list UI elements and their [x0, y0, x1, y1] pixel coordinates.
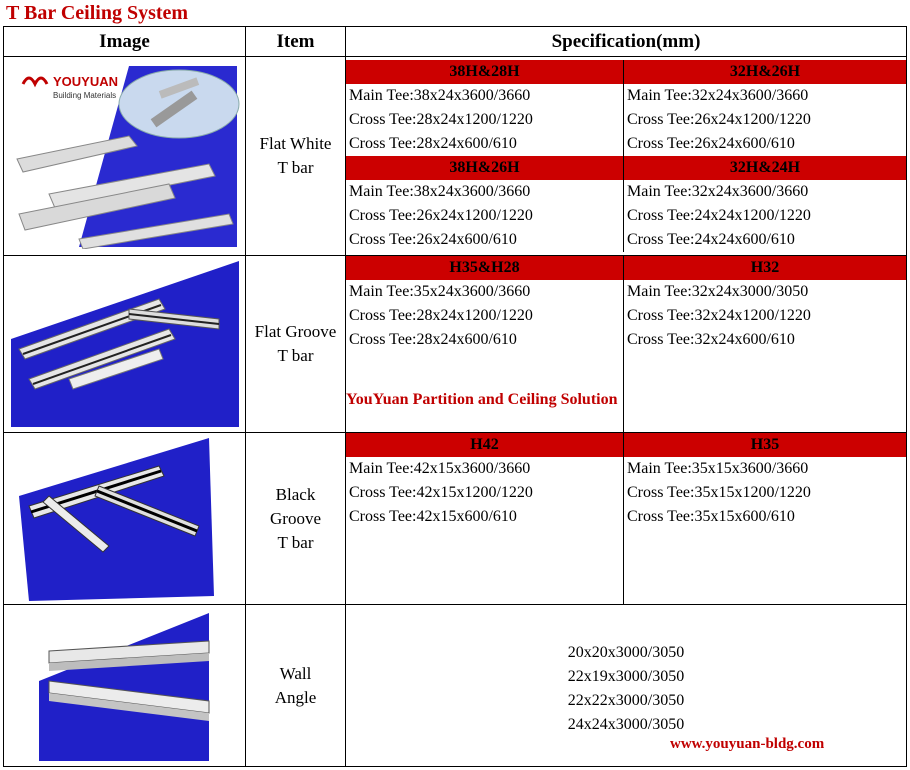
spec-line: Cross Tee:26x24x600/610 [627, 135, 795, 152]
spec-line: Main Tee:42x15x3600/3660 [349, 460, 531, 477]
spec-line: Cross Tee:28x24x600/610 [349, 135, 517, 152]
spec-line: Cross Tee:26x24x1200/1220 [349, 207, 533, 224]
item-cell [246, 57, 346, 256]
spec-cell [346, 605, 907, 767]
product-image-cell [4, 433, 246, 605]
spec-line: Main Tee:38x24x3600/3660 [349, 87, 531, 104]
spec-line: Main Tee:32x24x3600/3660 [627, 183, 809, 200]
item-name-line: Flat White [259, 134, 332, 153]
spec-line: Cross Tee:32x24x1200/1220 [627, 307, 811, 324]
brand-name: YOUYUAN [52, 73, 118, 89]
spec-line: Cross Tee:28x24x1200/1220 [349, 111, 533, 128]
item-cell [246, 256, 346, 433]
spec-line: Main Tee:32x24x3000/3050 [627, 283, 809, 300]
item-name-line: Black [275, 484, 316, 504]
spec-line: Main Tee:38x24x3600/3660 [349, 183, 531, 200]
spec-line: Cross Tee:28x24x600/610 [349, 331, 517, 348]
spec-subheader: H35 [624, 433, 906, 457]
header-spec: Specification(mm) [346, 27, 907, 57]
spec-line: Main Tee:35x15x3600/3660 [627, 460, 809, 477]
wall-angle-photo [9, 611, 241, 761]
brand-subtitle: Building Materials [52, 90, 116, 100]
item-name-line: Flat Groove [254, 322, 337, 341]
table-row [4, 256, 907, 433]
spec-subheader: 38H&26H [346, 156, 623, 180]
spec-line: Cross Tee:24x24x600/610 [627, 231, 795, 248]
spec-line: Cross Tee:28x24x1200/1220 [349, 307, 533, 324]
spec-line: Cross Tee:42x15x1200/1220 [349, 484, 533, 501]
spec-cell [346, 256, 907, 433]
item-cell [246, 433, 346, 605]
spec-cell [346, 57, 907, 256]
page-title: T Bar Ceiling System [6, 2, 189, 24]
item-name-line: T bar [277, 158, 314, 177]
item-name-line: T bar [277, 532, 314, 552]
product-image-cell [4, 256, 246, 433]
product-image-cell [4, 605, 246, 767]
spec-subheader: H35&H28 [346, 256, 623, 280]
spec-line: Main Tee:35x24x3600/3660 [349, 283, 531, 300]
flat-groove-tbar-photo [9, 259, 241, 429]
size-line: 20x20x3000/3050 [567, 643, 685, 661]
item-name-line: T bar [277, 346, 314, 365]
product-image-cell [4, 57, 246, 256]
header-item: Item [246, 27, 346, 57]
spec-line: Cross Tee:26x24x600/610 [349, 231, 517, 248]
size-line: 24x24x3000/3050 [567, 715, 685, 733]
spec-line: Cross Tee:32x24x600/610 [627, 331, 795, 348]
spec-line: Main Tee:32x24x3600/3660 [627, 87, 809, 104]
spec-line: Cross Tee:24x24x1200/1220 [627, 207, 811, 224]
table-row [4, 57, 907, 256]
size-line: 22x19x3000/3050 [567, 667, 685, 685]
spec-line: Cross Tee:35x15x1200/1220 [627, 484, 811, 501]
spec-subheader: 32H&24H [624, 156, 906, 180]
size-line: 22x22x3000/3050 [567, 691, 685, 709]
spec-line: Cross Tee:35x15x600/610 [627, 508, 795, 525]
header-row [4, 27, 907, 57]
spec-subheader: H42 [346, 433, 623, 457]
tagline: YouYuan Partition and Ceiling Solution [346, 391, 618, 408]
website-link[interactable]: www.youyuan-bldg.com [670, 736, 825, 752]
spec-subheader: 38H&28H [346, 60, 623, 84]
spec-line: Cross Tee:26x24x1200/1220 [627, 111, 811, 128]
item-name-line: Wall [279, 663, 312, 683]
header-image: Image [4, 27, 246, 57]
spec-subheader: H32 [624, 256, 906, 280]
item-cell [246, 605, 346, 767]
spec-cell [346, 433, 907, 605]
item-name-line: Groove [270, 508, 321, 528]
table-row [4, 605, 907, 767]
spec-table [3, 26, 907, 767]
table-row [4, 433, 907, 605]
spec-subheader: 32H&26H [624, 60, 906, 84]
black-groove-tbar-photo [9, 436, 241, 601]
item-name-line: Angle [274, 687, 317, 707]
flat-white-tbar-photo [9, 64, 241, 249]
spec-line: Cross Tee:42x15x600/610 [349, 508, 517, 525]
